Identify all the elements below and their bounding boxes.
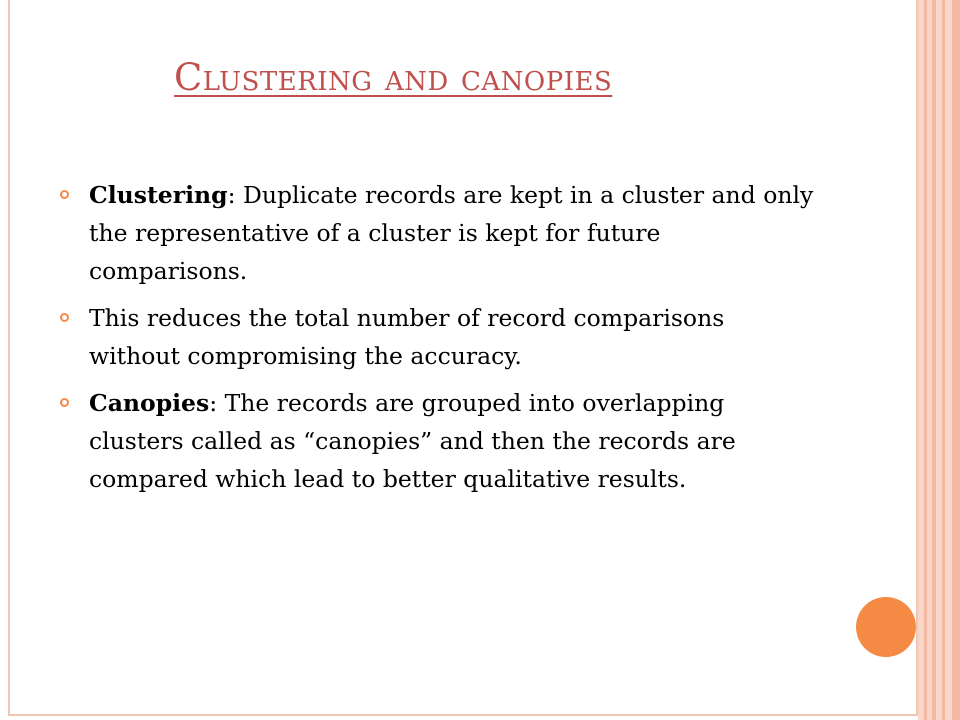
decorative-stripes	[918, 0, 960, 720]
bullet-text: : The records are grouped into overlapping clusters called as “canopies” and then the records are compared which lead to better qualitative results.	[89, 389, 736, 493]
hollow-circle-bullet-icon	[60, 190, 69, 199]
bullet-list	[60, 176, 820, 507]
bullet-item	[60, 384, 820, 498]
bullet-text: This reduces the total number of record comparisons without compromising the accuracy.	[89, 304, 725, 370]
stripe-line	[932, 0, 936, 720]
stripe-line	[924, 0, 927, 720]
orange-circle-icon	[856, 597, 916, 657]
hollow-circle-bullet-icon	[60, 398, 69, 407]
hollow-circle-bullet-icon	[60, 313, 69, 322]
bullet-term: Canopies	[89, 389, 210, 417]
slide-title: Clustering and canopies	[174, 56, 613, 99]
bullet-item	[60, 176, 820, 290]
bullet-text: : Duplicate records are kept in a cluster and only the representative of a cluster is kept for future comparisons.	[89, 181, 814, 285]
stripe-line	[952, 0, 960, 720]
bullet-item	[60, 299, 820, 375]
bullet-term: Clustering	[89, 181, 228, 209]
stripe-line	[942, 0, 945, 720]
